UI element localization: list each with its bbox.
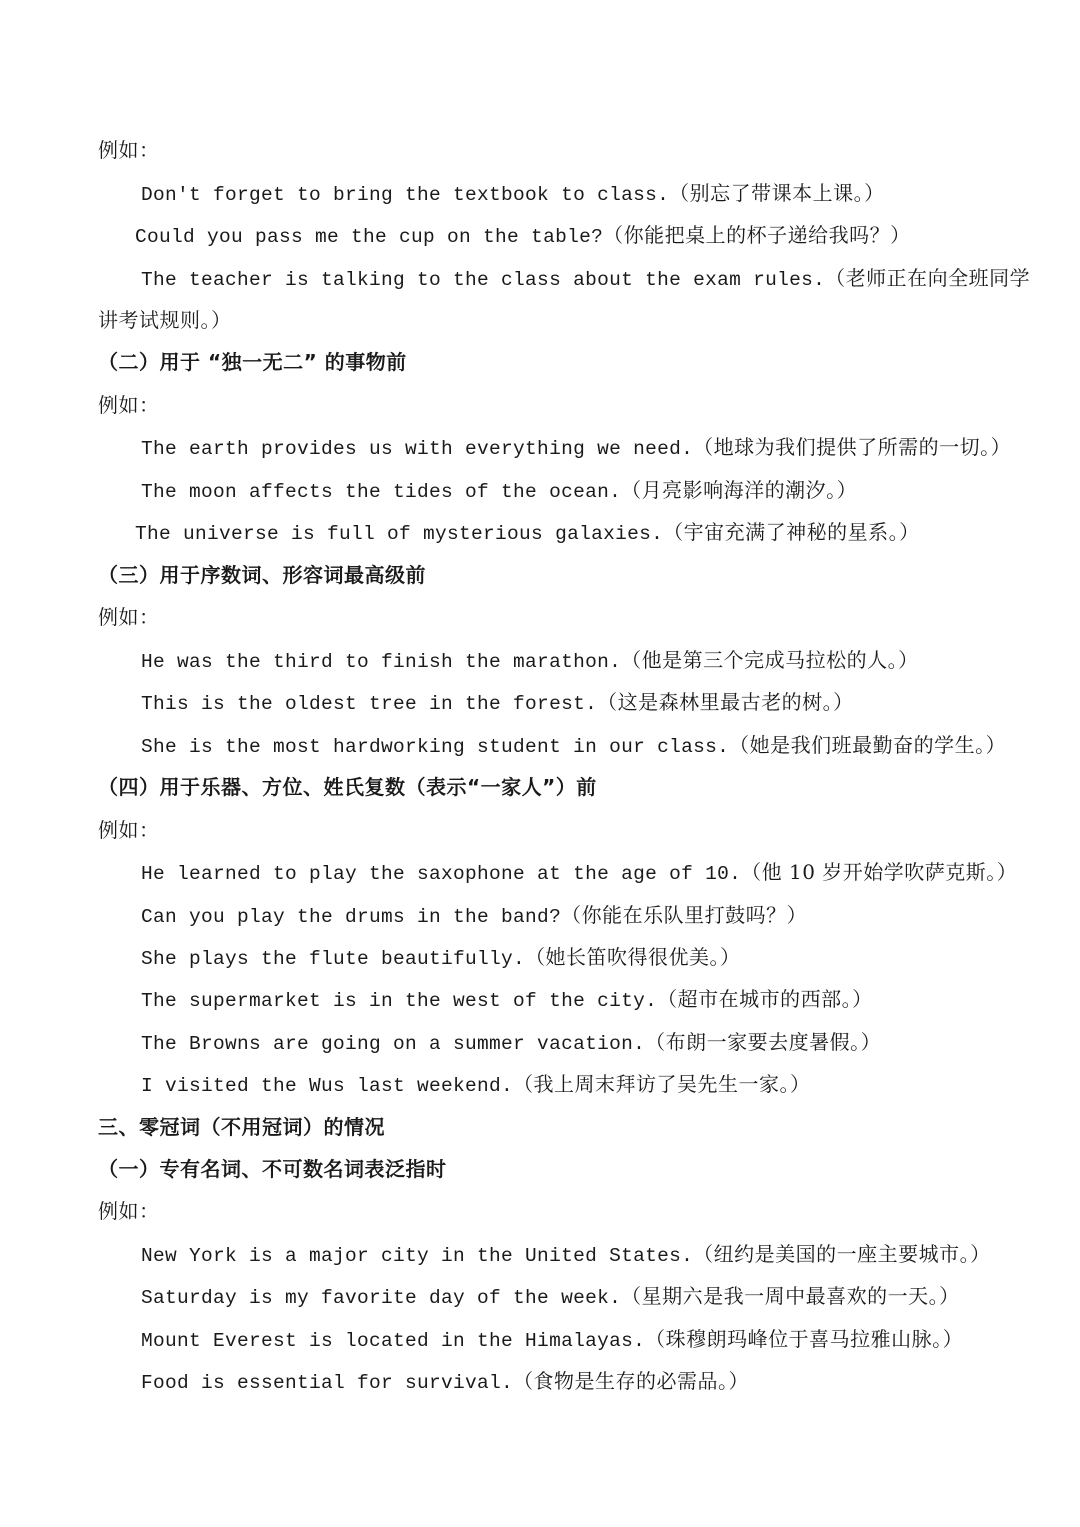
- english-sentence: Saturday is my favorite day of the week.: [141, 1287, 622, 1309]
- english-sentence: Could you pass me the cup on the table?: [135, 226, 604, 248]
- english-sentence: The supermarket is in the west of the city.: [141, 990, 658, 1012]
- english-sentence: This is the oldest tree in the forest.: [141, 693, 598, 715]
- chinese-translation: （超市在城市的西部。）: [657, 987, 873, 1011]
- english-sentence: New York is a major city in the United States.: [141, 1245, 694, 1267]
- chinese-translation: （地球为我们提供了所需的一切。）: [693, 435, 1012, 459]
- chinese-translation: （你能把桌上的杯子递给我吗？）: [603, 223, 911, 247]
- chinese-translation: （她长笛吹得很优美。）: [525, 945, 741, 969]
- example-sentence: [141, 858, 1017, 888]
- english-sentence: The universe is full of mysterious galaxies.: [135, 523, 664, 545]
- chinese-translation: （食物是生存的必需品。）: [513, 1369, 750, 1393]
- chinese-translation: （他是第三个完成马拉松的人。）: [621, 648, 919, 672]
- chinese-translation: （这是森林里最古老的树。）: [597, 690, 854, 714]
- example-sentence: [141, 476, 857, 506]
- english-sentence: She plays the flute beautifully.: [141, 948, 526, 970]
- example-sentence: [141, 1367, 749, 1397]
- example-sentence: [141, 264, 1030, 294]
- english-sentence: The earth provides us with everything we need.: [141, 438, 694, 460]
- english-sentence: Can you play the drums in the band?: [141, 906, 562, 928]
- english-sentence: Food is essential for survival.: [141, 1372, 514, 1394]
- chinese-translation: （他 10 岁开始学吹萨克斯。）: [741, 860, 1018, 884]
- chinese-translation: （你能在乐队里打鼓吗？）: [561, 903, 808, 927]
- example-sentence: [135, 518, 920, 548]
- chinese-translation: （宇宙充满了神秘的星系。）: [663, 520, 920, 544]
- chinese-translation: （纽约是美国的一座主要城市。）: [693, 1242, 991, 1266]
- english-sentence: She is the most hardworking student in our class.: [141, 736, 730, 758]
- example-sentence: [135, 221, 911, 251]
- example-sentence: [141, 1325, 963, 1355]
- example-sentence: [141, 433, 1011, 463]
- chinese-translation-continued: 讲考试规则。）: [98, 308, 232, 332]
- example-sentence: [141, 179, 885, 209]
- english-sentence: Mount Everest is located in the Himalayas.: [141, 1330, 646, 1352]
- chinese-translation: （老师正在向全班同学: [825, 266, 1031, 290]
- english-sentence: The Browns are going on a summer vacation.: [141, 1033, 646, 1055]
- example-sentence: [141, 1028, 881, 1058]
- example-sentence: [141, 1282, 960, 1312]
- chinese-translation: （月亮影响海洋的潮汐。）: [621, 478, 858, 502]
- example-sentence: [141, 985, 873, 1015]
- section-heading: （三）用于序数词、形容词最高级前: [98, 563, 426, 587]
- part-heading: 三、零冠词（不用冠词）的情况: [98, 1115, 385, 1139]
- english-sentence: The moon affects the tides of the ocean.: [141, 481, 622, 503]
- example-label: 例如：: [98, 393, 160, 417]
- english-sentence: Don't forget to bring the textbook to class.: [141, 184, 670, 206]
- example-label: 例如：: [98, 138, 160, 162]
- section-heading: （四）用于乐器、方位、姓氏复数（表示“一家人”）前: [98, 775, 597, 799]
- section-heading: （一）专有名词、不可数名词表泛指时: [98, 1157, 447, 1181]
- chinese-translation: （星期六是我一周中最喜欢的一天。）: [621, 1284, 960, 1308]
- example-sentence: [141, 1070, 811, 1100]
- example-label: 例如：: [98, 1199, 160, 1223]
- example-label: 例如：: [98, 605, 160, 629]
- chinese-translation: （布朗一家要去度暑假。）: [645, 1030, 882, 1054]
- english-sentence: He learned to play the saxophone at the age of 10.: [141, 863, 742, 885]
- chinese-translation: （她是我们班最勤奋的学生。）: [729, 733, 1007, 757]
- example-sentence: [141, 1240, 991, 1270]
- example-label: 例如：: [98, 818, 160, 842]
- english-sentence: He was the third to finish the marathon.: [141, 651, 622, 673]
- chinese-translation: （珠穆朗玛峰位于喜马拉雅山脉。）: [645, 1327, 964, 1351]
- section-heading: （二）用于 “独一无二” 的事物前: [98, 350, 407, 374]
- example-sentence: [141, 646, 919, 676]
- example-sentence: [141, 688, 854, 718]
- example-sentence: [141, 943, 741, 973]
- chinese-translation: （别忘了带课本上课。）: [669, 181, 885, 205]
- example-sentence: [141, 731, 1006, 761]
- english-sentence: I visited the Wus last weekend.: [141, 1075, 514, 1097]
- chinese-translation: （我上周末拜访了吴先生一家。）: [513, 1072, 811, 1096]
- english-sentence: The teacher is talking to the class about the exam rules.: [141, 269, 826, 291]
- example-sentence: [141, 901, 807, 931]
